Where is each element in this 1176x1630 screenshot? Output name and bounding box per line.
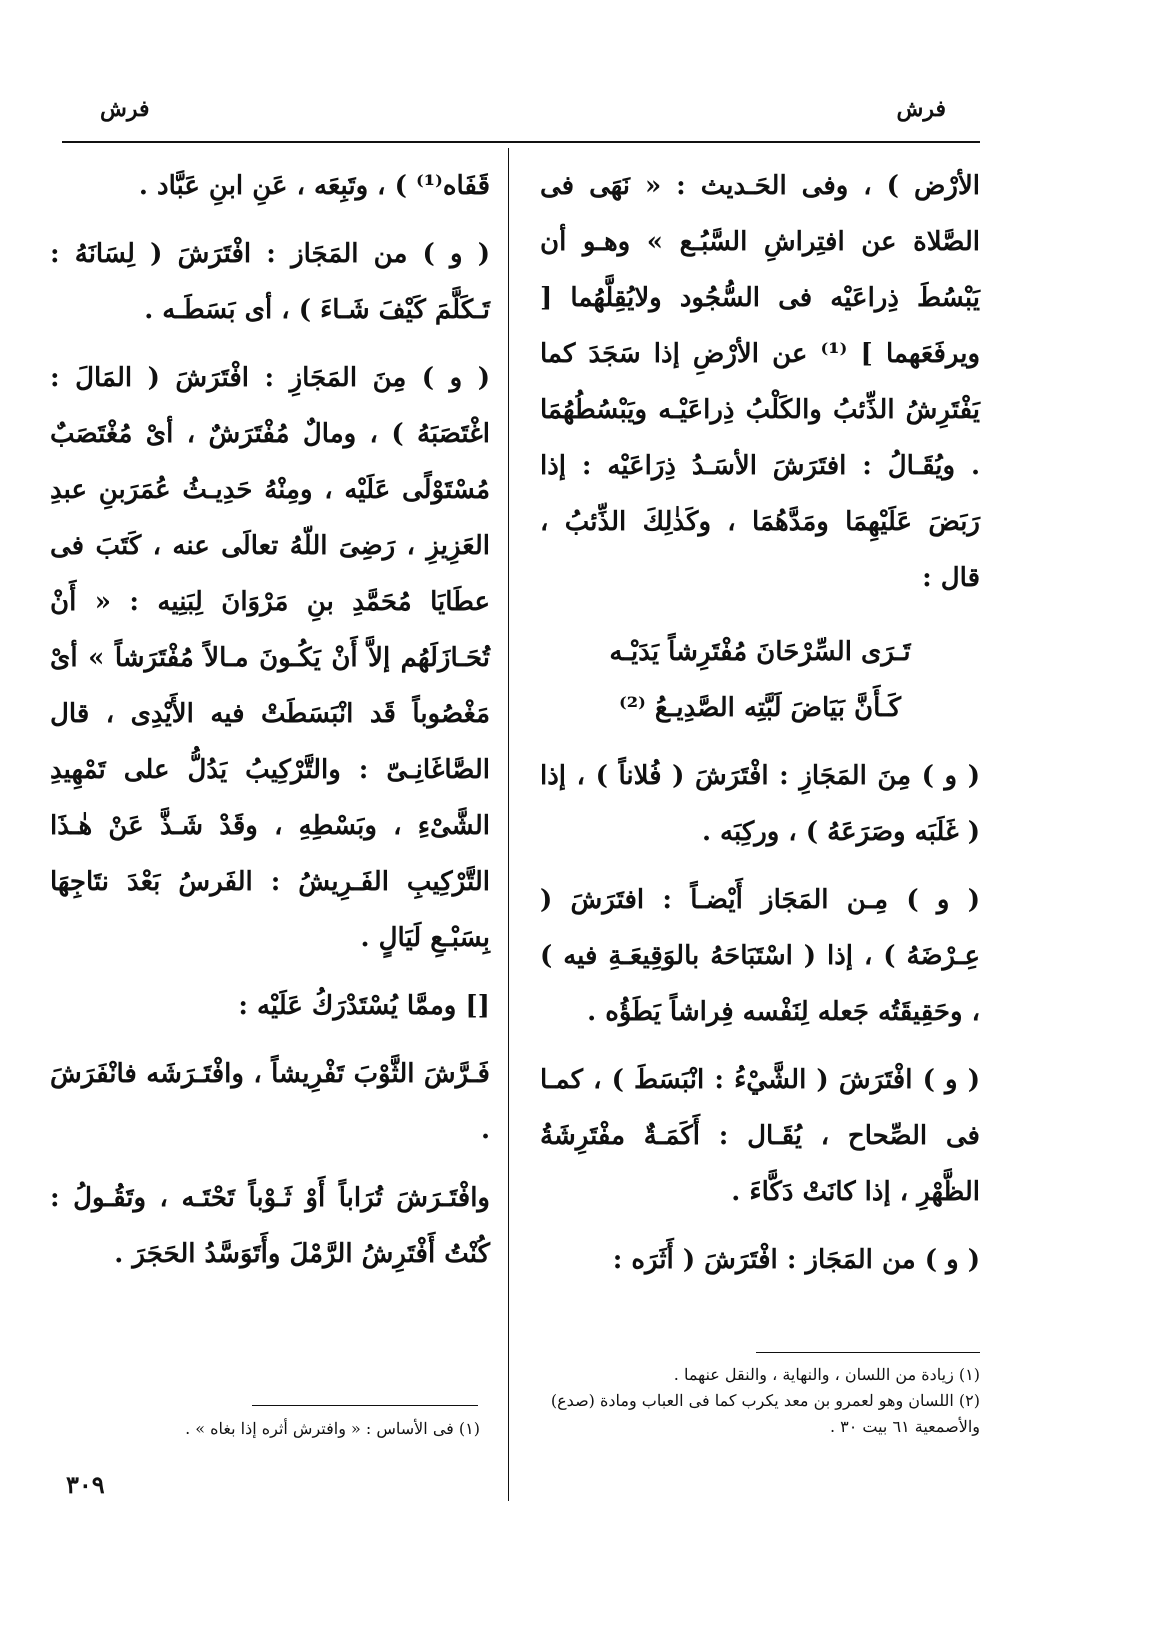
paragraph: ( و ) مِنَ المَجَازِ : افْتَرَشَ ( فُلاناً ) ، إذا ( غَلَبَه وصَرَعَهُ ) ، وركِبَه . xyxy=(540,761,980,847)
page-number: ٣٠٩ xyxy=(66,1470,105,1499)
paragraph: ( و ) افْتَرَشَ ( الشَّيْءُ : انْبَسَطَ ) ، كمـا فى الصِّحاح ، يُقَـال : أَكَمَـةٌ مفْتَرِشَةُ الظَّهْرِ ، إذا كانَتْ دَكَّاءَ . xyxy=(540,1065,980,1207)
paragraph: ( و ) مِنَ المَجَازِ : افْتَرَشَ ( المَالَ : اغْتَصَبَهُ ) ، ومالٌ مُفْتَرَشٌ ، أىْ مُغْتَصَبٌ مُسْتَوْلًى عَلَيْه ، ومِنْهُ حَدِيـثُ عُمَرَبنِ عبدِ العَزِيزِ ، رَضِىَ اللّهُ تعالَى عنه ، كَتَبَ فى عطَايَا مُحَمَّدِ بنِ مَرْوَانَ لِبَنِيه : « أَنْ تُحَـازَلَهُم إلاَّ أَنْ يَكُـونَ مـالاً مُفْتَرَشاً » أىْ مَغْصُوباً قَد انْبَسَطَتْ فيه الأَيْدِى ، قال الصَّاغَانِـىّ : والتَّرْكِيبُ يَدُلُّ على تَمْهِيدِ الشَّىْءِ ، وبَسْطِهِ ، وقَدْ شَـذَّ عَنْ هٰـذَا التَّرْكِيبِ الفَـرِيشُ : الفَرسُ بَعْدَ نتَاجِهَا بِسَبْـعِ لَيَالٍ . xyxy=(50,363,490,953)
paragraph: ( و ) من المَجَاز : افْتَرَشَ ( أَثَرَه : xyxy=(612,1245,980,1275)
footnotes-right xyxy=(528,1362,980,1440)
verse xyxy=(540,624,980,736)
footnotes-left xyxy=(50,1416,480,1442)
paragraph: ( و ) مِـن المَجَاز أَيْضـاً : افتَرَشَ ( عِـرْضَهُ ) ، إذا ( اسْتَبَاحَهُ بالوَقِيعَـةِ فيه ) ، وحَقِيقَتُه جَعله لِنَفْسه فِراشاً يَطَؤُه . xyxy=(540,885,980,1027)
left-column xyxy=(50,158,490,1294)
paragraph: [] وممَّا يُسْتَدْرَكُ عَلَيْه : xyxy=(238,991,490,1021)
header-word-left: فرش xyxy=(100,96,150,122)
paragraph: فَـرَّشَ الثَّوْبَ تَفْرِيشاً ، وافْتَـرَشَه فانْفَرَشَ . xyxy=(50,1059,490,1145)
footnote: (٢) اللسان وهو لعمرو بن معد يكرب كما فى العباب ومادة (صدع) والأصمعية ٦١ بيت ٣٠ . xyxy=(550,1391,980,1436)
header-word-right: فرش xyxy=(896,96,946,122)
paragraph: وافْتَـرَشَ تُرَاباً أَوْ ثَـوْباً تَحْتَـه ، وتَقُـولُ : كُنْتُ أَفْتَرِشُ الرَّمْلَ وأَتَوَسَّدُ الحَجَرَ . xyxy=(50,1183,490,1269)
verse-line: تَـرَى السِّرْحَانَ مُفْتَرِشاً يَدَيْـه xyxy=(609,637,911,667)
paragraph: ( و ) من المَجَاز : افْتَرَشَ ( لِسَانَهُ : تَـكَلَّمَ كَيْفَ شَـاءَ ) ، أى بَسَطَـه . xyxy=(50,239,490,325)
footnote-rule-left xyxy=(252,1405,478,1406)
verse-line: كَـأَنَّ بَيَاضَ لَبَّتِه الصَّدِيـعُ ⁽²⁾ xyxy=(618,693,902,723)
paragraph: قَفَاه⁽¹⁾ ) ، وتَبِعَه ، عَنِ ابنِ عَبَّاد . xyxy=(138,171,490,201)
right-column xyxy=(540,158,980,1300)
footnote: (١) فى الأساس : « وافترش أثره إذا بغاه » . xyxy=(185,1419,480,1438)
footnote: (١) زيادة من اللسان ، والنهاية ، والنقل عنهما . xyxy=(673,1365,980,1384)
top-rule xyxy=(62,141,980,143)
paragraph: الأرْض ) ، وفى الحَـديث : « نَهَى فى الصَّلاة عن افتِراشِ السَّبُـع » وهـو أن يَبْسُطَ ذِراعَيْه فى السُّجُود ولايُقِلَّهُما [ ويرفَعَهما ] ⁽¹⁾ عن الأرْضِ إذا سَجَدَ كما يَفْتَرِشُ الذِّئبُ والكَلْبُ ذِراعَيْـه ويَبْسُطُهُمَا . ويُقَـالُ : افتَرَشَ الأسَـدُ ذِرَاعَيْه : إذا رَبَضَ عَلَيْهِمَا ومَدَّهُمَا ، وكَذٰلِكَ الذِّئبُ ، قال : xyxy=(540,171,981,593)
footnote-rule-right xyxy=(756,1352,980,1353)
column-divider xyxy=(508,148,509,1501)
